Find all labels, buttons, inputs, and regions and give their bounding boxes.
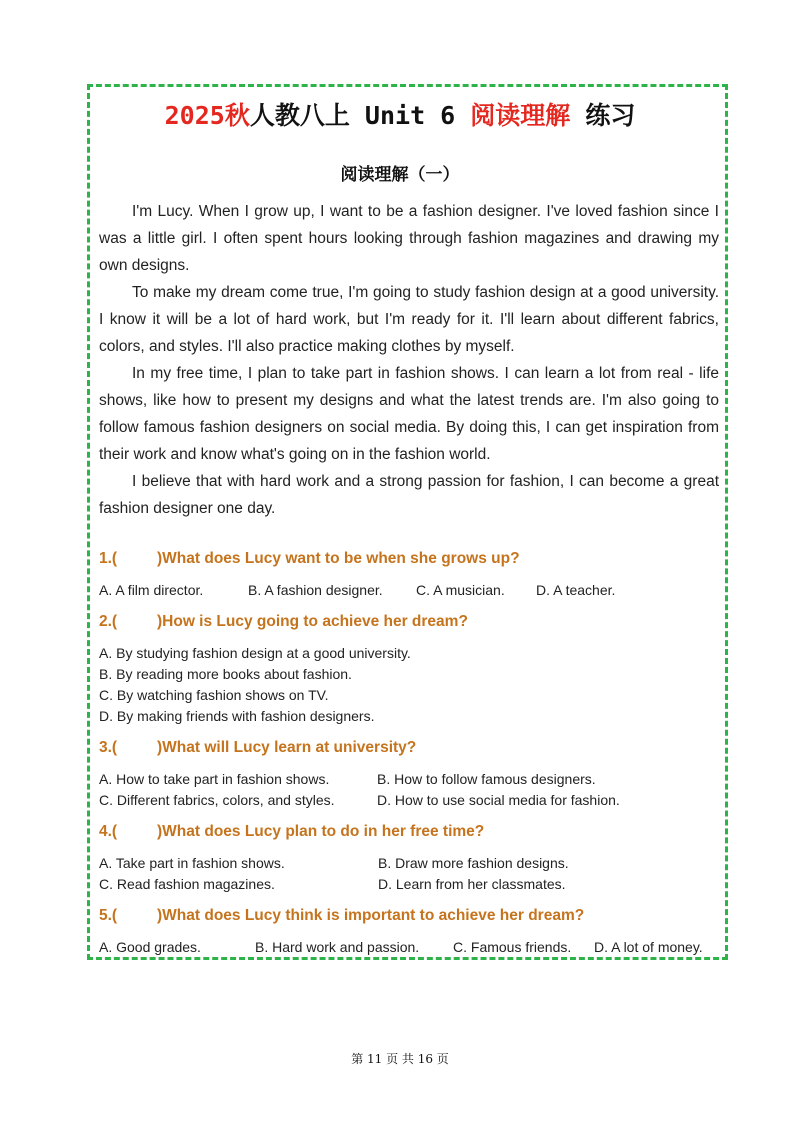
passage-paragraph: In my free time, I plan to take part in fashion shows. I can learn a lot from real - life shows, like how to present my designs and what the latest trends are. I'm also going to follow famous fashion designers on social media. By doing this, I can get inspiration from their work and know what's going on in the fashion world. bbox=[99, 365, 719, 463]
question-number: 1.( bbox=[99, 550, 118, 567]
option-a: A. By studying fashion design at a good university. bbox=[99, 645, 411, 661]
title-topic: 阅读理解 bbox=[470, 101, 571, 130]
section-title: 阅读理解（一） bbox=[340, 165, 460, 185]
option-d: D. How to use social media for fashion. bbox=[377, 792, 620, 808]
option-d: D. A teacher. bbox=[536, 582, 616, 598]
passage-paragraph: I'm Lucy. When I grow up, I want to be a fashion designer. I've loved fashion since I was a little girl. I often spent hours looking through fashion magazines and drawing my own designs. bbox=[99, 203, 719, 274]
option-b: B. Hard work and passion. bbox=[255, 939, 420, 955]
question-1 bbox=[99, 550, 719, 568]
option-a: A. How to take part in fashion shows. bbox=[99, 771, 330, 787]
option-b: B. By reading more books about fashion. bbox=[99, 666, 352, 682]
question-text: )What will Lucy learn at university? bbox=[157, 739, 417, 756]
question-4 bbox=[99, 823, 719, 841]
option-c: C. A musician. bbox=[416, 582, 505, 598]
title-course: 人教八上 Unit 6 bbox=[249, 101, 471, 130]
option-a: A. Take part in fashion shows. bbox=[99, 855, 285, 871]
title-year: 2025 bbox=[164, 101, 225, 130]
question-5 bbox=[99, 907, 719, 925]
option-c: C. Different fabrics, colors, and styles. bbox=[99, 792, 335, 808]
question-number: 5.( bbox=[99, 907, 118, 924]
question-number: 2.( bbox=[99, 613, 118, 630]
passage-paragraph: I believe that with hard work and a strong passion for fashion, I can become a great fashion designer one day. bbox=[99, 473, 719, 517]
title-suffix: 练习 bbox=[570, 101, 636, 130]
question-text: )What does Lucy think is important to achieve her dream? bbox=[157, 907, 585, 924]
option-c: C. By watching fashion shows on TV. bbox=[99, 687, 329, 703]
question-3 bbox=[99, 739, 719, 757]
title-season: 秋 bbox=[224, 101, 250, 130]
option-b: B. How to follow famous designers. bbox=[377, 771, 596, 787]
page-title bbox=[0, 96, 800, 132]
page-footer: 第 11 页 共 16 页 bbox=[351, 1052, 449, 1066]
option-a: A. A film director. bbox=[99, 582, 204, 598]
question-2 bbox=[99, 613, 719, 631]
option-c: C. Famous friends. bbox=[453, 939, 572, 955]
option-d: D. A lot of money. bbox=[594, 939, 703, 955]
question-number: 3.( bbox=[99, 739, 118, 756]
question-text: )What does Lucy plan to do in her free time? bbox=[157, 823, 485, 840]
question-text: )What does Lucy want to be when she grows up? bbox=[157, 550, 520, 567]
option-b: B. A fashion designer. bbox=[248, 582, 383, 598]
option-d: D. By making friends with fashion designers. bbox=[99, 708, 375, 724]
option-c: C. Read fashion magazines. bbox=[99, 876, 275, 892]
reading-passage bbox=[99, 198, 719, 522]
option-d: D. Learn from her classmates. bbox=[378, 876, 566, 892]
question-text: )How is Lucy going to achieve her dream? bbox=[157, 613, 468, 630]
option-a: A. Good grades. bbox=[99, 939, 201, 955]
option-b: B. Draw more fashion designs. bbox=[378, 855, 569, 871]
passage-paragraph: To make my dream come true, I'm going to study fashion design at a good university. I know it will be a lot of hard work, but I'm ready for it. I'll learn about different fabrics, colors, and styles. I'll also practice making clothes by myself. bbox=[99, 284, 719, 355]
question-number: 4.( bbox=[99, 823, 118, 840]
